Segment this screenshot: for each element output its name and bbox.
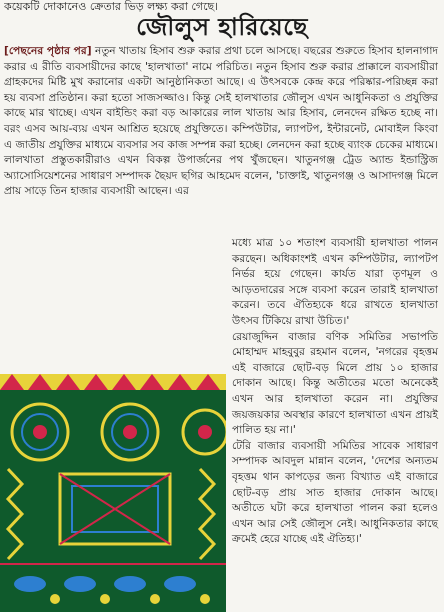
paragraph-3: টেরি বাজার ব্যবসায়ী সমিতির সাবেক সাধারণ সম্পাদক আবদুল মান্নান বলেন, 'দেশের অন্যতম বৃহত্তম থান কাপড়ের জন্য বিখ্যাত এই বাজারে ছোট-বড় প্রায় সাত হাজার দোকান আছে। অতীতে ঘটা করে হালখাতা পালন করা হলেও এখন আর সেই জৌলুস নেই। আধুনিকতার কাছে ক্রমেই হেরে যাচ্ছে এই ঐতিহ্য।': [232, 439, 438, 546]
paragraph-1: মধ্যে মাত্র ১০ শতাংশ ব্যবসায়ী হালখাতা পালন করছেন। অধিকাংশই এখন কম্পিউটার, ল্যাপটপ নির্ভর হয়ে গেছেন। কার্যত যারা তৃণমূল ও আড়তদারের সঙ্গে ব্যবসা করেন তারাই হালখাতা করেন। তবে ঐতিহ্যকে ধরে রাখতে হালখাতা উৎসব টিকিয়ে রাখা উচিত।': [232, 237, 438, 327]
decorative-artwork: [0, 254, 226, 612]
continued-from-tag: [পেছনের পৃষ্ঠার পর]: [4, 45, 92, 57]
lead-text: নতুন খাতায় হিসাব শুরু করার প্রথা চলে আসছে। বছরের শুরুতে হিসাব হালনাগাদ করার এ রীতি ব্যবসায়ীদের কাছে 'হালখাতা' নামে পরিচিত। নতুন হিসাব শুরু করার প্রাক্কালে ব্যবসায়ীরা গ্রাহকদের মিষ্টি মুখ করানোর একটা আনুষ্ঠানিকতা আছে। এ উৎসবকে কেন্দ্র করে পরিষ্কার-পরিচ্ছন্ন করা হয় ব্যবসা প্রতিষ্ঠান। করা হতো সাজসজ্জাও। কিন্তু সেই হালখাতার জৌলুস এখন আধুনিকতা ও প্রযুক্তির কাছে মার খাচ্ছে। এখন বাইন্ডিং করা বড় আকারের লাল খাতায় আর হিসাব, লেনদেন রক্ষিত হচ্ছে না। বরং এসব আয়-ব্যয় এখন আশ্রিত হয়েছে প্রযুক্তিতে। কম্পিউটার, ল্যাপটপ, ইন্টারনেট, মোবাইল কিংবা এ জাতীয় প্রযুক্তির মাধ্যমে ব্যবসার সব কাজ সম্পন্ন করা হচ্ছে। লেনদেন করা হচ্ছে ব্যাংক চেকের মাধ্যমে। লালখাতা প্রস্তুতকারীরাও এখন বিকল্প উপার্জনের পথ খুঁজছেন। খাতুনগঞ্জ ট্রেড অ্যান্ড ইন্ডাস্ট্রিজ অ্যাসোসিয়েশনের সাধারণ সম্পাদক ছৈয়দ ছগির আহমেদ বলেন, 'চাক্তাই, খাতুনগঞ্জ ও আসাদগঞ্জ মিলে প্রায় সাড়ে তিন হাজার ব্যবসায়ী আছেন। এর: [4, 45, 438, 198]
article-lead-paragraph: [4, 44, 438, 200]
previous-article-tail: কয়েকটি দোকানেও ক্রেতার ভিড় লক্ষ্য করা গেছে।: [4, 0, 219, 13]
article-headline: জৌলুস হারিয়েছে: [136, 12, 308, 41]
article-right-column: [232, 236, 438, 548]
paragraph-2: রেয়াজুদ্দিন বাজার বণিক সমিতির সভাপতি মোহাম্মদ মাহবুবুর রহমান বলেন, 'নগরের বৃহত্তম এই বাজারে ছোট-বড় মিলে প্রায় ১০ হাজার দোকান আছে। কিন্তু অতীতের মতো অনেকেই এখন আর হালখাতা করেন না। প্রযুক্তির জয়জয়কার অবস্থার কারণে হালখাতা এখন প্রায়ই পালিত হয় না।': [232, 330, 438, 437]
folk-pattern-icon: [0, 254, 226, 612]
